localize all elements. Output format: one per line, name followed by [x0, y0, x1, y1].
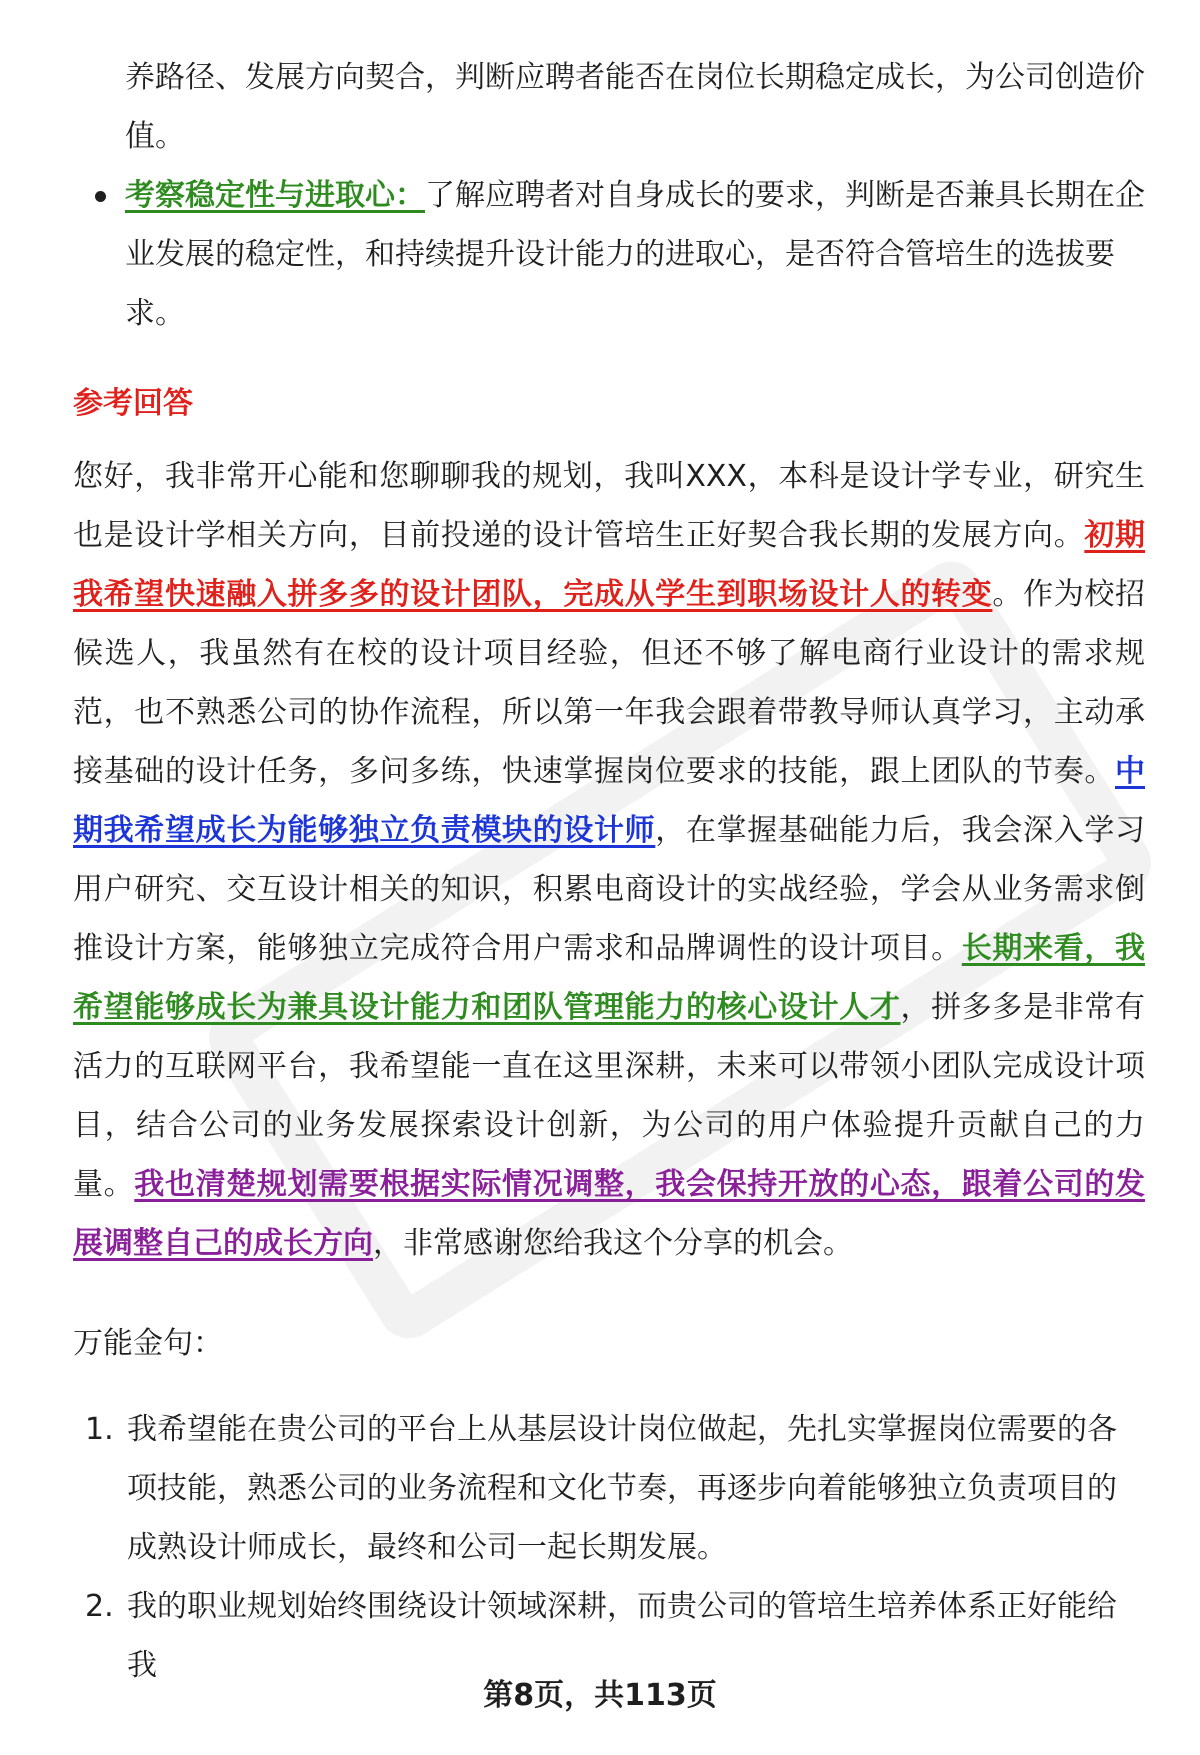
section-title: 参考回答	[73, 386, 193, 421]
answer-segment: ，在掌握基础能力后，我会深入学习用户研究、交互设计相关的知识，积累电商设计的实战经验，学会从业务需求倒推设计方案，能够独立完成符合用户需求和品牌调性的设计项目。	[73, 813, 1146, 966]
list-item-number: 2.	[85, 1589, 114, 1624]
list-item-text: 我希望能在贵公司的平台上从基层设计岗位做起，先扎实掌握岗位需要的各项技能，熟悉公司的业务流程和文化节奏，再逐步向着能够独立负责项目的成熟设计师成长，最终和公司一起长期发展。	[127, 1412, 1117, 1565]
bullet-item-text	[125, 166, 1145, 343]
highlight-long-goal: 长期来看，我希望能够成长为兼具设计能力和团队管理能力的核心设计人才	[73, 931, 1146, 1025]
answer-segment: 您好，我非常开心能和您聊聊我的规划，我叫XXX，本科是设计学专业，研究生也是设计学相关方向，目前投递的设计管培生正好契合我长期的发展方向。	[73, 459, 1145, 553]
highlight-flexibility: 我也清楚规划需要根据实际情况调整，我会保持开放的心态，跟着公司的发展调整自己的成长方向	[73, 1167, 1146, 1261]
highlight-early-goal: 初期我希望快速融入拼多多的设计团队，完成从学生到职场设计人的转变	[73, 518, 1146, 612]
answer-segment: 。作为校招候选人，我虽然有在校的设计项目经验，但还不够了解电商行业设计的需求规范，也不熟悉公司的协作流程，所以第一年我会跟着带教导师认真学习，主动承接基础的设计任务，多问多练，快速掌握岗位要求的技能，跟上团队的节奏。	[73, 577, 1146, 789]
bullet-item-body: 了解应聘者对自身成长的要求，判断是否兼具长期在企业发展的稳定性，和持续提升设计能力的进取心，是否符合管培生的选拔要求。	[125, 178, 1145, 331]
golden-phrases-list	[73, 1400, 1145, 1695]
page-number: 第8页，共113页	[483, 1678, 717, 1713]
reference-answer	[73, 447, 1145, 1273]
golden-phrases-title: 万能金句：	[73, 1326, 223, 1361]
answer-segment: ，非常感谢您给我这个分享的机会。	[373, 1226, 853, 1261]
bullet-item-label: 考察稳定性与进取心：	[125, 178, 425, 213]
answer-segment: ，拼多多是非常有活力的互联网平台，我希望能一直在这里深耕，未来可以带领小团队完成设计项目，结合公司的业务发展探索设计创新，为公司的用户体验提升贡献自己的力量。	[73, 990, 1146, 1202]
bullet-list	[125, 48, 1145, 343]
list-item-number: 1.	[85, 1412, 114, 1447]
highlight-mid-goal: 中期我希望成长为能够独立负责模块的设计师	[73, 754, 1145, 848]
list-item	[73, 1400, 1145, 1577]
list-item-text: 我的职业规划始终围绕设计领域深耕，而贵公司的管培生培养体系正好能给我	[127, 1589, 1117, 1683]
bullet-dot-icon	[95, 191, 106, 202]
bullet-item	[125, 166, 1145, 343]
bullet-continuation: 养路径、发展方向契合，判断应聘者能否在岗位长期稳定成长，为公司创造价值。	[125, 60, 1145, 154]
